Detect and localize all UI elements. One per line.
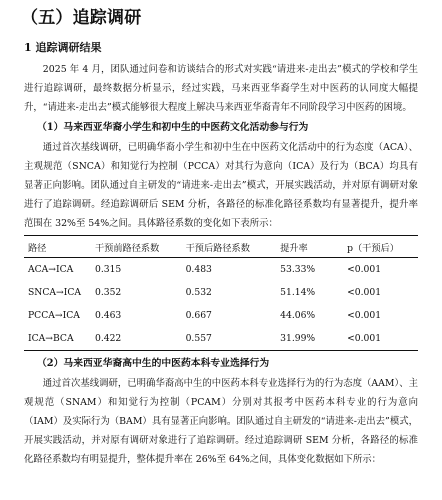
- item2-title: （2）马来西亚华裔高中生的中医药本科专业选择行为: [37, 358, 270, 369]
- table-row: [24, 327, 418, 351]
- cell-rate: 44.06%: [280, 310, 316, 321]
- subsection-title: 1 追踪调研结果: [24, 41, 102, 54]
- cell-path: ICA→BCA: [28, 333, 74, 344]
- table-row: [24, 281, 418, 304]
- table-row: [24, 258, 418, 282]
- table-row: [24, 304, 418, 327]
- header-path: 路径: [28, 242, 47, 254]
- path-coefficient-table: [24, 235, 418, 351]
- cell-rate: 31.99%: [280, 333, 316, 344]
- cell-path: ACA→ICA: [28, 264, 74, 275]
- cell-after: 0.667: [185, 310, 212, 321]
- item1-title: （1）马来西亚华裔小学生和初中生的中医药文化活动参与行为: [37, 122, 309, 133]
- cell-before: 0.315: [94, 264, 122, 275]
- item1-paragraph: 通过首次基线调研，已明确华裔小学生和初中生在中医药文化活动中的行为态度（ACA）、主观规范（SNCA）和知觉行为控制（PCCA）对其行为意向（ICA）及行为（BCA）均具有显著正向影响。团队通过自主研发的“请进来-走出去”模式，开展实践活动，并对原有调研对象进行了追踪调研。经追踪调研后 SEM 分析，各路径的标准化路径系数均有显著提升，提升率范围在 32%至 54%之间。具体路径系数的变化如下表所示：: [24, 142, 418, 229]
- cell-after: 0.557: [185, 333, 212, 344]
- header-p: p（干预后）: [347, 242, 399, 254]
- cell-after: 0.483: [185, 264, 212, 275]
- cell-rate: 51.14%: [280, 287, 316, 298]
- cell-before: 0.352: [94, 287, 122, 298]
- cell-before: 0.422: [94, 333, 122, 344]
- cell-after: 0.532: [185, 287, 212, 298]
- cell-before: 0.463: [94, 310, 122, 321]
- data-table: [24, 235, 418, 351]
- item2-paragraph: 通过首次基线调研，已明确华裔高中生的中医药本科专业选择行为的行为态度（AAM）、主观规范（SNAM）和知觉行为控制（PCAM）分别对其报考中医药本科专业的行为意向（IAM）及实际行为（BAM）具有显著正向影响。团队通过自主研发的“请进来-走出去”模式，开展实践活动，并对原有调研对象进行了追踪调研。经过追踪调研 SEM 分析，各路径的标准化路径系数均有明显提升，整体提升率在 26%至 64%之间，具体变化数据如下所示：: [24, 378, 418, 465]
- header-rate: 提升率: [280, 242, 308, 254]
- cell-p: <0.001: [347, 310, 382, 321]
- cell-p: <0.001: [347, 333, 382, 344]
- table-header-row: [24, 236, 418, 258]
- cell-rate: 53.33%: [280, 264, 316, 275]
- header-before: 干预前路径系数: [94, 242, 160, 254]
- cell-path: SNCA→ICA: [28, 287, 81, 298]
- cell-p: <0.001: [347, 264, 382, 275]
- cell-p: <0.001: [347, 287, 382, 298]
- cell-path: PCCA→ICA: [28, 310, 80, 321]
- intro-paragraph: 2025 年 4 月，团队通过问卷和访谈结合的形式对实践“请进来-走出去”模式的学校和学生进行追踪调研，最终数据分析显示，经过实践，马来西亚华裔学生对中医药的认同度大幅提升，“请进来-走出去”模式能够很大程度上解决马来西亚华裔青年不同阶段学习中医药的困境。: [24, 64, 418, 113]
- section-title: （五）追踪调研: [21, 8, 142, 28]
- header-after: 干预后路径系数: [185, 242, 250, 254]
